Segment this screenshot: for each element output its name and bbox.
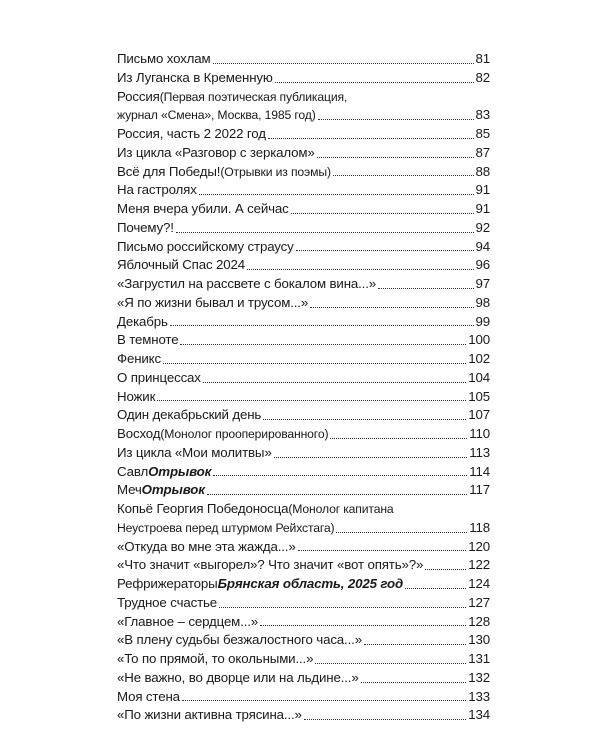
dot-leader (247, 269, 473, 270)
dot-leader (180, 344, 466, 345)
toc-entry-subtitle: (Отрывки из поэмы) (220, 164, 331, 179)
dot-leader (315, 663, 466, 664)
toc-entry-page-number: 94 (475, 238, 490, 254)
toc-entry-title: «В плену судьбы безжалостного часа...» (117, 632, 362, 648)
toc-entry-title: Один декабрьский день (117, 407, 262, 423)
toc-entry-title: Неустроева перед штурмом Рейхстага) (117, 520, 335, 535)
toc-entry-page-number: 100 (468, 332, 490, 348)
toc-entry[interactable] (117, 294, 490, 313)
toc-entry-page-number: 122 (468, 557, 490, 573)
toc-entry-page-number: 117 (469, 482, 490, 498)
toc-entry-title: Из цикла «Разговор с зеркалом» (117, 144, 315, 160)
toc-entry-title: «Что значит «выгорел»? Что значит «вот опять»?» (117, 557, 424, 573)
toc-entry-title: «Откуда во мне эта жажда...» (117, 538, 296, 554)
toc-entry-page-number: 91 (475, 201, 490, 216)
dot-leader (318, 119, 474, 120)
toc-entry[interactable] (117, 256, 490, 275)
toc-entry-title: Письмо российскому страусу (117, 238, 294, 254)
dot-leader (170, 325, 474, 326)
dot-leader (268, 138, 474, 139)
toc-entry[interactable] (117, 69, 490, 88)
toc-entry-page-number: 107 (468, 407, 490, 423)
toc-entry[interactable] (117, 481, 490, 500)
dot-leader (263, 419, 466, 420)
toc-entry-page-number: 102 (468, 351, 490, 366)
toc-entry-page-number: 99 (475, 313, 490, 329)
dot-leader (157, 400, 466, 401)
dot-leader (304, 719, 466, 720)
toc-entry[interactable] (117, 181, 490, 200)
toc-entry-title: Всё для Победы! (117, 163, 221, 179)
toc-entry-title: журнал «Смена», Москва, 1985 год) (117, 108, 316, 123)
dot-leader (275, 82, 474, 83)
dot-leader (378, 288, 473, 289)
table-of-contents (117, 50, 490, 725)
toc-entry-title: Меч (117, 482, 142, 498)
toc-entry[interactable] (117, 88, 490, 107)
toc-entry-page-number: 118 (469, 519, 490, 535)
toc-entry-title: «Главное – сердцем...» (117, 613, 259, 629)
toc-entry[interactable] (117, 556, 490, 575)
toc-entry-page-number: 124 (468, 576, 490, 591)
toc-entry-title: «Загрустил на рассвете с бокалом вина...» (117, 276, 377, 291)
toc-entry[interactable] (117, 388, 490, 407)
dot-leader (364, 644, 466, 645)
toc-entry-title: «Я по жизни бывал и трусом...» (117, 294, 309, 310)
toc-entry-title: Восход (117, 426, 161, 441)
dot-leader (219, 607, 466, 608)
toc-entry-page-number: 134 (468, 707, 490, 723)
dot-leader (163, 363, 466, 364)
toc-entry-page-number: 130 (468, 632, 490, 648)
toc-entry-note: Отрывок (141, 482, 205, 498)
toc-entry[interactable] (117, 444, 490, 463)
toc-entry-page-number: 81 (475, 51, 490, 66)
dot-leader (333, 175, 474, 176)
toc-entry[interactable] (117, 463, 490, 482)
toc-entry-page-number: 92 (475, 219, 490, 235)
toc-entry-page-number: 91 (475, 182, 490, 198)
dot-leader (425, 569, 466, 570)
toc-entry[interactable] (117, 163, 490, 182)
toc-entry-title: Феникс (117, 351, 161, 366)
dot-leader (274, 457, 468, 458)
dot-leader (207, 494, 467, 495)
dot-leader (405, 588, 466, 589)
dot-leader (361, 682, 467, 683)
toc-entry-page-number: 132 (468, 669, 490, 685)
toc-entry-page-number: 133 (468, 688, 490, 704)
dot-leader (203, 382, 466, 383)
toc-entry[interactable] (117, 594, 490, 613)
dot-leader (296, 250, 474, 251)
toc-entry[interactable] (117, 613, 490, 632)
toc-entry-title: Меня вчера убили. А сейчас (117, 201, 289, 216)
toc-entry-title: Декабрь (117, 313, 168, 329)
toc-entry[interactable] (117, 500, 490, 519)
toc-entry[interactable] (117, 650, 490, 669)
toc-entry-title: Ножик (117, 388, 156, 404)
toc-entry-page-number: 128 (468, 613, 490, 629)
toc-entry-title: «Не важно, во дворце или на льдине...» (117, 669, 359, 685)
toc-entry-title: Россия, часть 2 2022 год (117, 126, 266, 141)
toc-entry-title: На гастролях (117, 182, 197, 198)
dot-leader (298, 550, 467, 551)
toc-entry-title: Письмо хохлам (117, 51, 211, 66)
toc-entry-page-number: 98 (475, 294, 490, 310)
toc-entry-title: Моя стена (117, 688, 180, 704)
toc-entry[interactable] (117, 219, 490, 238)
toc-entry-note: Брянская область, 2025 год (217, 576, 404, 591)
toc-entry[interactable] (117, 200, 490, 219)
toc-entry-title: Из Луганска в Кременную (117, 69, 273, 85)
toc-entry-subtitle: (Монолог капитана (288, 502, 394, 516)
toc-entry[interactable] (117, 106, 490, 125)
dot-leader (336, 532, 467, 533)
toc-entry-page-number: 87 (475, 144, 490, 160)
toc-entry-subtitle: (Монолог прооперированного) (160, 427, 329, 441)
toc-entry-page-number: 113 (469, 444, 490, 460)
toc-entry[interactable] (117, 238, 490, 257)
dot-leader (291, 213, 474, 214)
dot-leader (176, 232, 474, 233)
toc-entry-page-number: 120 (468, 538, 490, 554)
dot-leader (199, 194, 474, 195)
toc-entry[interactable] (117, 688, 490, 707)
toc-entry-page-number: 105 (468, 388, 490, 404)
toc-entry[interactable] (117, 350, 490, 369)
toc-entry[interactable] (117, 631, 490, 650)
toc-entry-page-number: 96 (475, 257, 490, 273)
toc-entry-title: В темноте (117, 332, 179, 348)
toc-entry[interactable] (117, 669, 490, 688)
toc-entry[interactable] (117, 406, 490, 425)
toc-entry[interactable] (117, 313, 490, 332)
toc-entry-title: Савл (117, 463, 149, 479)
toc-entry-title: Рефрижераторы (117, 576, 218, 591)
toc-entry-page-number: 131 (468, 651, 490, 666)
toc-entry-page-number: 127 (468, 594, 490, 610)
toc-entry-subtitle: (Первая поэтическая публикация, (159, 89, 348, 104)
toc-entry[interactable] (117, 519, 490, 538)
toc-entry[interactable] (117, 50, 490, 69)
toc-entry-title: Россия (117, 88, 160, 104)
toc-entry-page-number: 88 (475, 163, 490, 179)
toc-entry-title: Яблочный Спас 2024 (117, 257, 246, 273)
toc-entry[interactable] (117, 425, 490, 444)
toc-entry[interactable] (117, 575, 490, 594)
toc-entry-page-number: 85 (475, 126, 490, 141)
toc-entry[interactable] (117, 538, 490, 557)
toc-entry-title: Копьё Георгия Победоносца (117, 501, 289, 516)
toc-entry[interactable] (117, 275, 490, 294)
dot-leader (260, 625, 466, 626)
toc-entry[interactable] (117, 369, 490, 388)
dot-leader (310, 307, 473, 308)
toc-entry-title: «То по прямой, то окольными...» (117, 651, 314, 666)
toc-entry[interactable] (117, 125, 490, 144)
toc-entry-title: «По жизни активна трясина...» (117, 707, 302, 723)
toc-entry-page-number: 97 (475, 276, 490, 291)
toc-entry-title: О принцессах (117, 369, 201, 385)
toc-entry-title: Почему?! (117, 219, 174, 235)
dot-leader (213, 475, 467, 476)
toc-entry-title: Трудное счастье (117, 594, 218, 610)
dot-leader (182, 700, 466, 701)
toc-entry[interactable] (117, 706, 490, 725)
dot-leader (330, 438, 467, 439)
toc-entry-note: Отрывок (148, 463, 212, 479)
toc-entry[interactable] (117, 144, 490, 163)
toc-entry-page-number: 114 (469, 463, 490, 479)
toc-entry-page-number: 82 (475, 69, 490, 85)
dot-leader (213, 63, 474, 64)
toc-entry-title: Из цикла «Мои молитвы» (117, 444, 272, 460)
dot-leader (317, 157, 474, 158)
toc-entry-page-number: 83 (475, 107, 490, 123)
toc-entry-page-number: 110 (469, 426, 490, 441)
toc-entry-page-number: 104 (468, 369, 490, 385)
toc-entry[interactable] (117, 331, 490, 350)
